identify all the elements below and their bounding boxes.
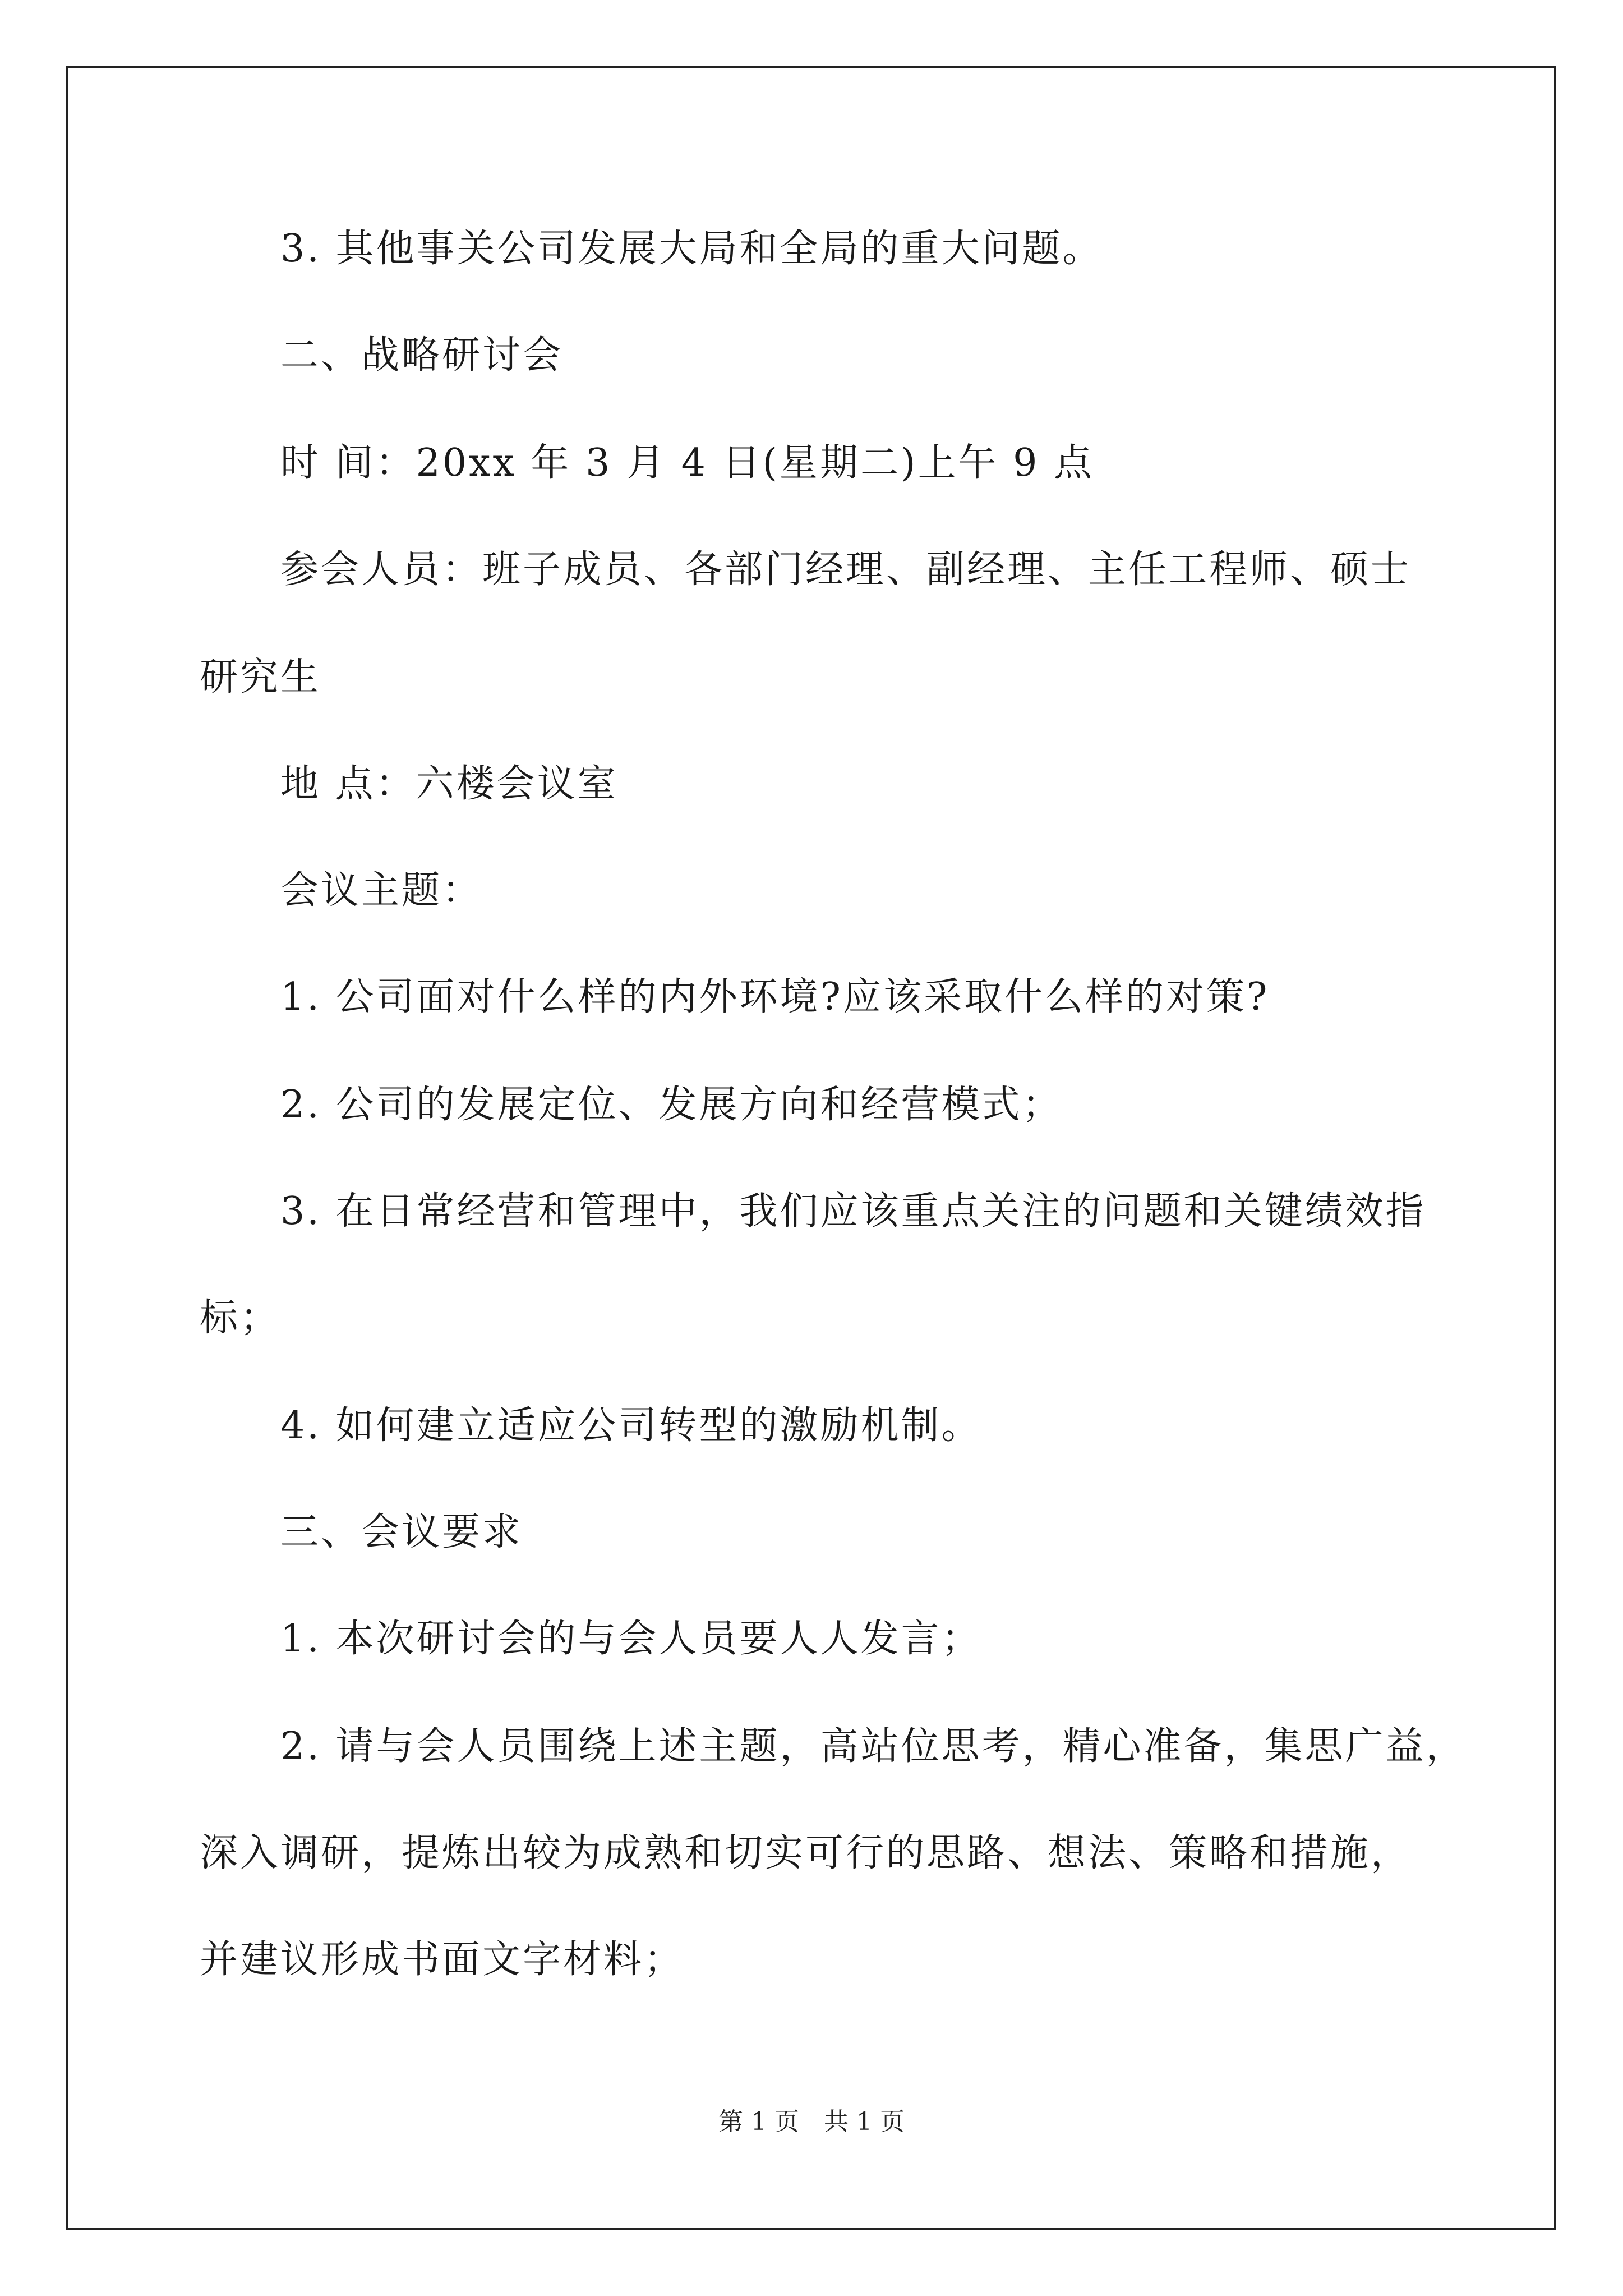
page-border: [66, 66, 1556, 2230]
list-item-other-issues: 3. 其他事关公司发展大局和全局的重大问题。: [280, 227, 1103, 271]
requirement-item-1: 1. 本次研讨会的与会人员要人人发言；: [280, 1617, 982, 1661]
meeting-time: 时 间：20xx 年 3 月 4 日(星期二)上午 9 点: [280, 441, 1094, 485]
topic-item-2: 2. 公司的发展定位、发展方向和经营模式；: [280, 1083, 1063, 1127]
page-footer: 第 1 页 共 1 页: [718, 2108, 905, 2136]
requirement-item-2-line-2: 深入调研，提炼出较为成熟和切实可行的思路、想法、策略和措施，: [200, 1831, 1412, 1875]
topic-item-1: 1. 公司面对什么样的内外环境?应该采取什么样的对策?: [280, 975, 1270, 1019]
requirement-item-2-line-3: 并建议形成书面文字材料；: [200, 1938, 685, 1982]
section-heading-requirements: 三、会议要求: [280, 1510, 523, 1554]
topic-item-4: 4. 如何建立适应公司转型的激励机制。: [280, 1404, 982, 1448]
requirement-item-2-line-1: 2. 请与会人员围绕上述主题，高站位思考，精心准备，集思广益，: [280, 1724, 1467, 1769]
section-heading-seminar: 二、战略研讨会: [280, 333, 564, 378]
attendees-line-1: 参会人员：班子成员、各部门经理、副经理、主任工程师、硕士: [280, 547, 1412, 592]
meeting-topics-label: 会议主题：: [280, 868, 483, 913]
topic-item-3-line-1: 3. 在日常经营和管理中，我们应该重点关注的问题和关键绩效指: [280, 1189, 1426, 1234]
topic-item-3-line-2: 标；: [200, 1296, 281, 1340]
meeting-location: 地 点：六楼会议室: [280, 762, 618, 806]
attendees-line-2: 研究生: [200, 655, 321, 700]
